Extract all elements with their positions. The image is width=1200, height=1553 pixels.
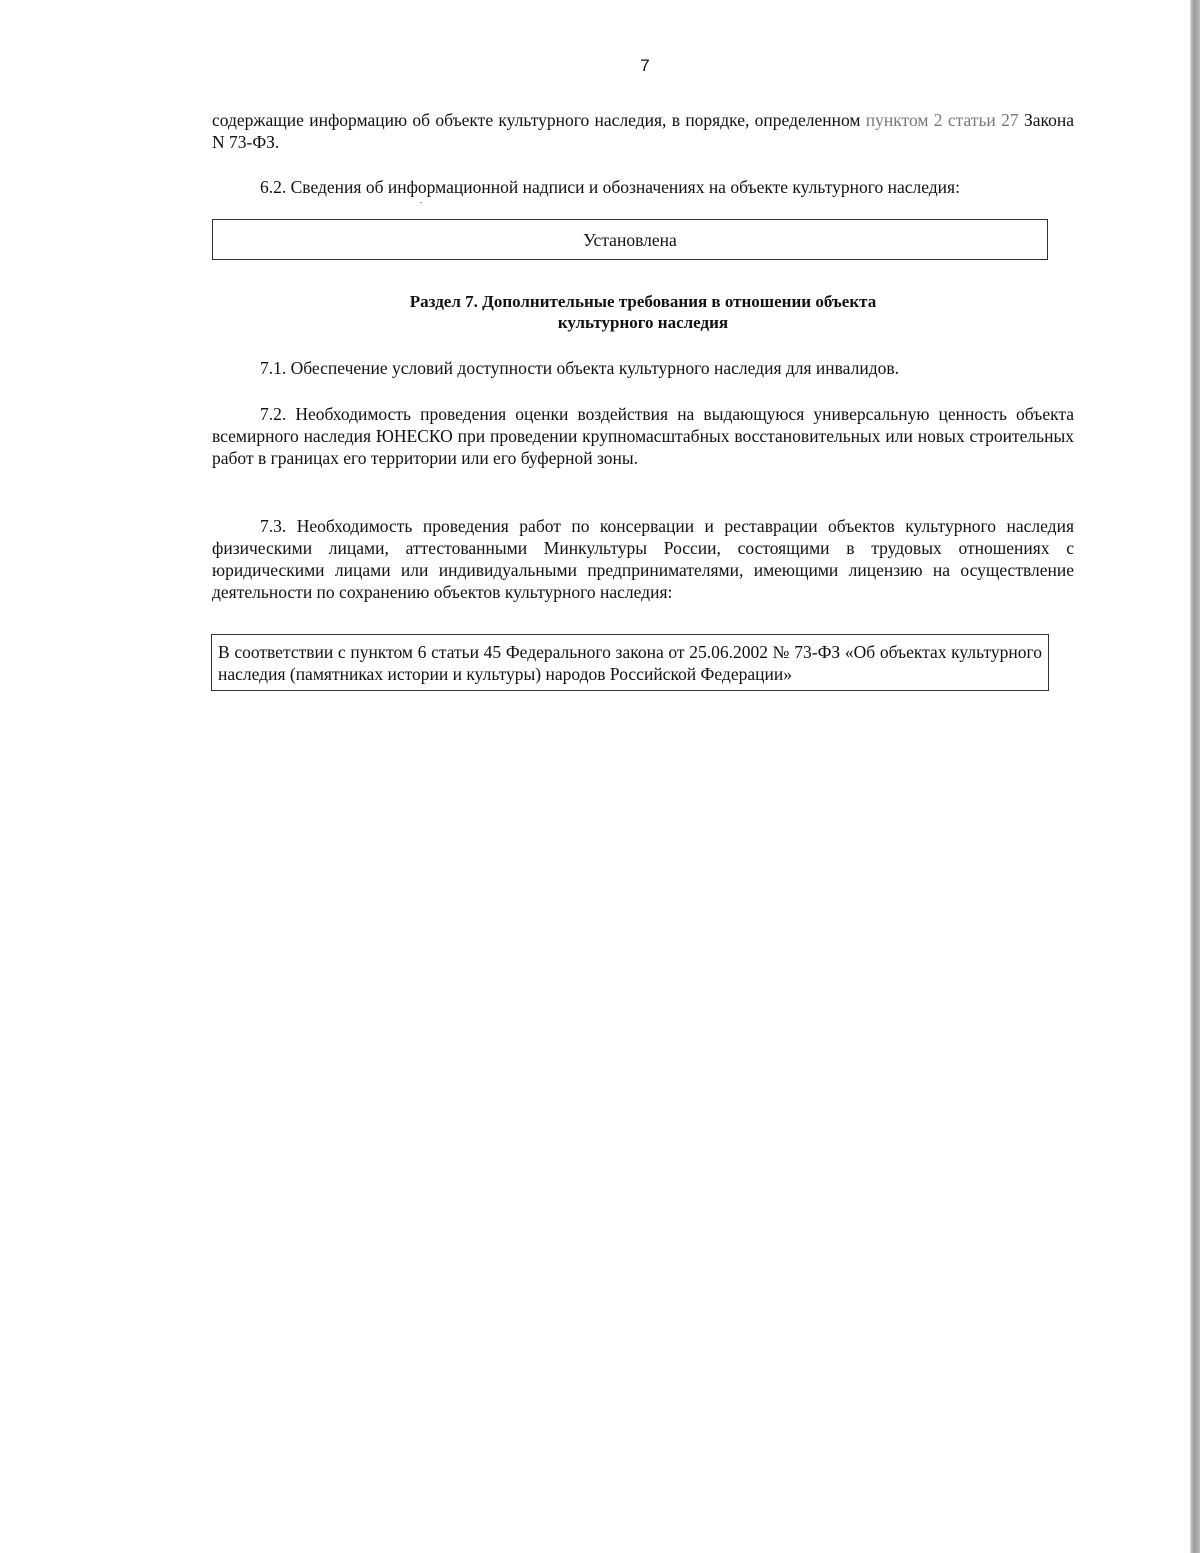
box-6-2-text: Установлена (583, 230, 677, 250)
section-7-heading-line2: культурного наследия (557, 313, 729, 332)
item-7-2: 7.2. Необходимость проведения оценки воздействия на выдающуюся универсальную ценность объекта всемирного наследия ЮНЕСКО при проведении крупномасштабных восстановительных или новых строительных работ в границах его территории или его буферной зоны. (212, 404, 1074, 468)
item-7-1: 7.1. Обеспечение условий доступности объекта культурного наследия для инвалидов. (260, 358, 899, 378)
item-6-2: 6.2. Сведения об информационной надписи и обозначениях на объекте культурного наследия: (260, 177, 960, 197)
scan-speck (420, 202, 422, 203)
box-7-3 (211, 634, 1049, 691)
section-7-heading-line1: Раздел 7. Дополнительные требования в отношении объекта (409, 292, 877, 311)
box-7-3-text: В соответствии с пунктом 6 статьи 45 Федерального закона от 25.06.2002 № 73-ФЗ «Об объектах культурного наследия (памятниках истории и культуры) народов Российской Федерации» (218, 642, 1042, 684)
scan-page-edge (1190, 0, 1200, 1553)
box-6-2 (212, 219, 1048, 260)
intro-paragraph (212, 109, 1074, 153)
intro-text: содержащие информацию об объекте культурного наследия, в порядке, определенном (212, 110, 861, 130)
intro-reference: пунктом 2 статьи 27 (865, 110, 1019, 130)
intro-text-end: Закона N 73-ФЗ. (212, 110, 1074, 152)
item-7-3: 7.3. Необходимость проведения работ по консервации и реставрации объектов культурного наследия физическими лицами, аттестованными Минкультуры России, состоящими в трудовых отношениях с юридическими лицами или индивидуальными предпринимателями, имеющими лицензию на осуществление деятельности по сохранению объектов культурного наследия: (212, 516, 1074, 602)
page-number: 7 (640, 56, 650, 75)
